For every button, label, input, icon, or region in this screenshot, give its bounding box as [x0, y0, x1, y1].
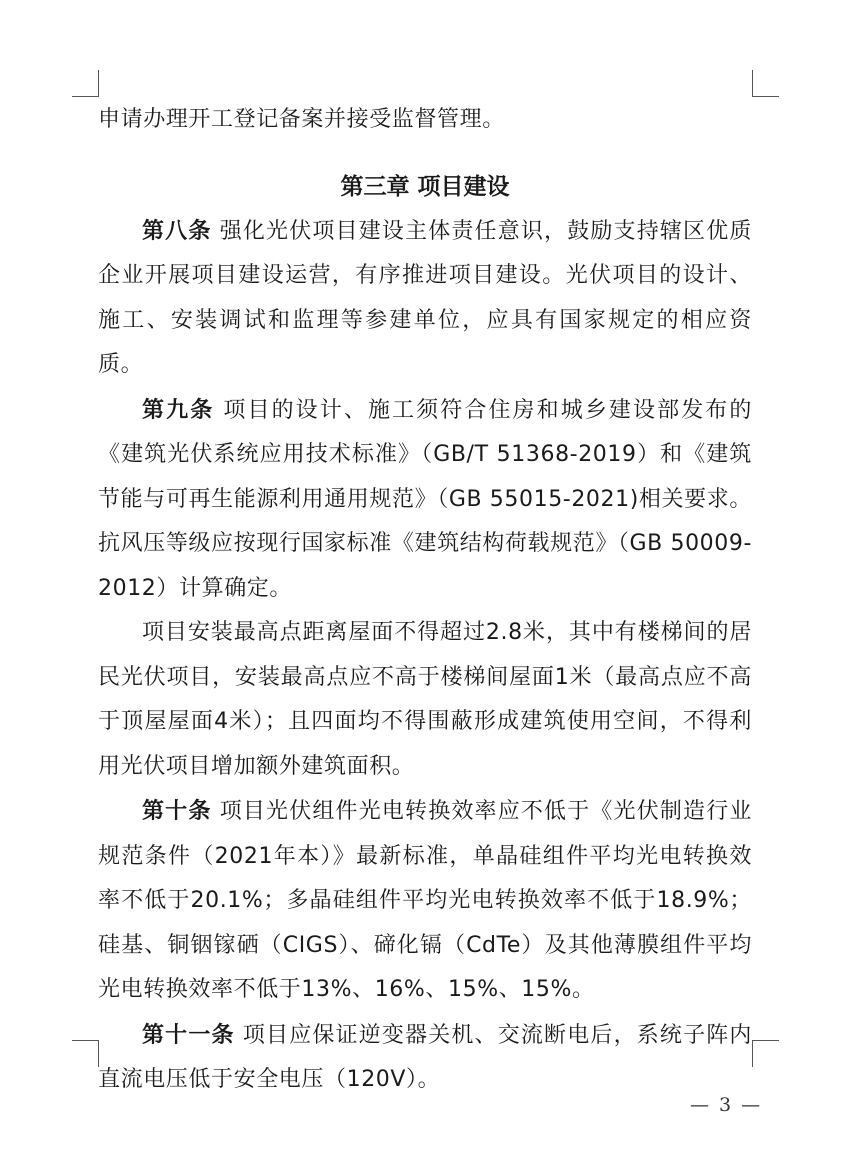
crop-mark-bottom-right	[752, 1040, 779, 1067]
article-9	[98, 388, 752, 612]
chapter-title: 第三章 项目建设	[340, 173, 510, 200]
article-9-label: 第九条	[142, 396, 215, 423]
article-9-text: 项目的设计、施工须符合住房和城乡建设部发布的《建筑光伏系统应用技术标准》（GB/T 51368-2019）和《建筑节能与可再生能源利用通用规范》（GB 55015-2021)相关要求。抗风压等级应按现行国家标准《建筑结构荷载规范》（GB 50009-2012）计算确定。	[98, 397, 753, 601]
article-8	[98, 209, 752, 388]
page-number: — 3 —	[690, 1094, 763, 1116]
article-10-label: 第十条	[142, 798, 212, 824]
article-9-paragraph-2: 项目安装最高点距离屋面不得超过2.8米，其中有楼梯间的居民光伏项目，安装最高点应不高于楼梯间屋面1米（最高点应不高于顶屋屋面4米）；且四面均不得围蔽形成建筑使用空间，不得利用光伏项目增加额外建筑面积。	[98, 620, 752, 779]
crop-mark-bottom-left	[72, 1040, 99, 1067]
article-8-label: 第八条	[142, 217, 212, 244]
article-10-text: 项目光伏组件光电转换效率应不低于《光伏制造行业规范条件（2021年本）》最新标准，单晶硅组件平均光电转换效率不低于20.1%；多晶硅组件平均光电转换效率不低于18.9%；硅基、铜铟镓硒（CIGS）、碲化镉（CdTe）及其他薄膜组件平均光电转换效率不低于13%、16%、15%、15%。	[98, 799, 752, 1002]
document-body	[98, 98, 752, 1103]
article-11-text: 项目应保证逆变器关机、交流断电后，系统子阵内直流电压低于安全电压（120V）。	[98, 1022, 753, 1092]
crop-mark-top-right	[752, 70, 779, 97]
article-11	[98, 1013, 752, 1103]
article-8-text: 强化光伏项目建设主体责任意识，鼓励支持辖区优质企业开展项目建设运营，有序推进项目建设。光伏项目的设计、施工、安装调试和监理等参建单位，应具有国家规定的相应资质。	[98, 218, 752, 377]
article-11-label: 第十一条	[142, 1021, 235, 1048]
article-10	[98, 789, 752, 1013]
crop-mark-top-left	[72, 70, 99, 97]
continuation-paragraph: 申请办理开工登记备案并接受监督管理。	[98, 107, 505, 132]
